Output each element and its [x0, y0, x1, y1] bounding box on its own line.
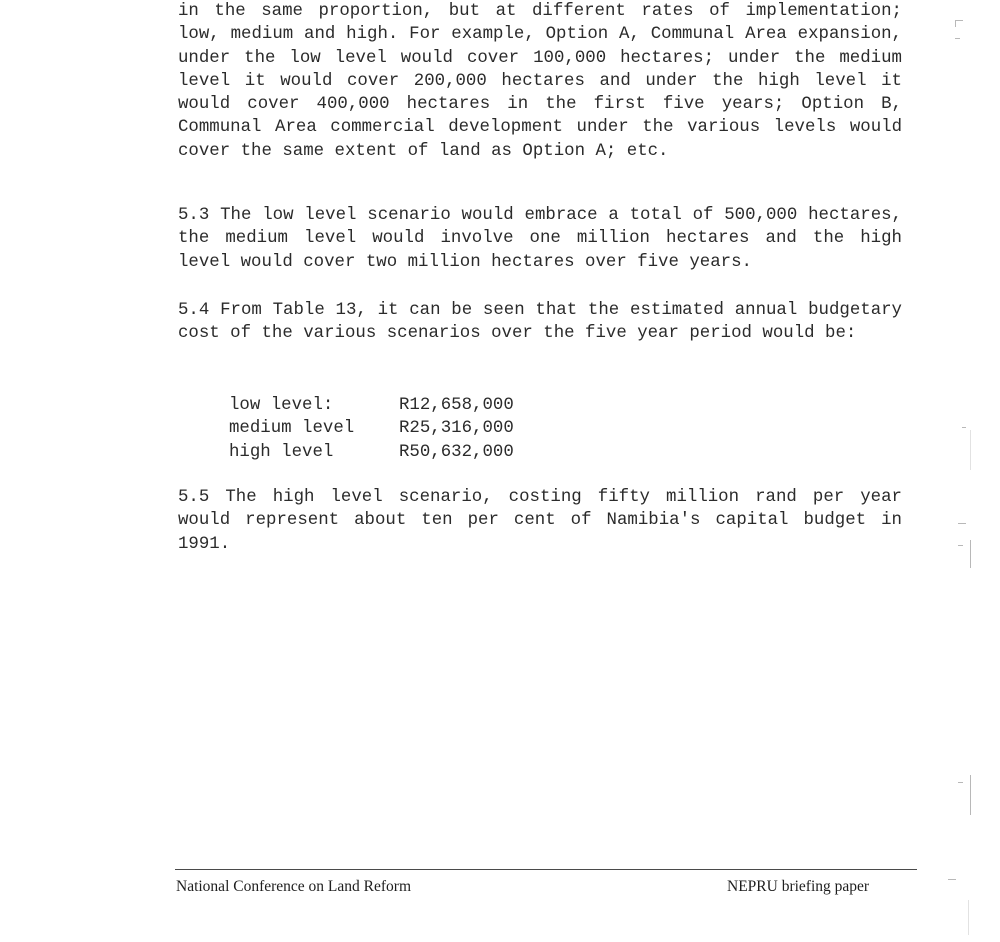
- paragraph-5-4: 5.4 From Table 13, it can be seen that the estimated annual budgetary cost of the various scenarios over the five year period would be:: [178, 301, 902, 344]
- cost-level-label: medium level: [229, 419, 355, 439]
- cost-level-label: high level: [229, 442, 334, 462]
- paragraph-5-3: 5.3 The low level scenario would embrace a total of 500,000 hectares, the medium level would involve one million hectares and the high level would cover two million hectares over five years.: [178, 206, 902, 272]
- scan-artifact: [955, 20, 956, 27]
- cost-value: R12,658,000: [399, 396, 514, 415]
- cost-level-label: low level:: [229, 396, 334, 415]
- paragraph-intro: in the same proportion, but at different rates of implementation; low, medium and high. For example, Option A, Communal Area expansion, under the low level would cover 100,000 hectares; under the medium level it would cover 200,000 hectares and under the high level it would cover 400,000 hectares in the first five years; Option B, Communal Area commercial development under the various levels would cover the same extent of land as Option A; etc.: [178, 2, 902, 161]
- cost-value: R25,316,000: [399, 419, 514, 439]
- paragraph-5-5: 5.5 The high level scenario, costing fifty million rand per year would represent about ten per cent of Namibia's capital budget in 1991.: [178, 488, 902, 554]
- scan-artifact: [958, 782, 963, 783]
- scan-artifact: [968, 900, 969, 935]
- cost-row-medium: [229, 417, 514, 440]
- scan-artifact: [958, 523, 966, 524]
- scan-artifact: [948, 879, 956, 880]
- footer-divider: [175, 869, 917, 870]
- cost-row-low: [229, 394, 514, 417]
- cost-row-high: [229, 441, 514, 464]
- cost-list: [229, 394, 514, 464]
- footer-paper-label: NEPRU briefing paper: [727, 878, 870, 895]
- scan-artifact: [970, 430, 971, 470]
- cost-value: R50,632,000: [399, 442, 514, 462]
- scan-artifact: [955, 38, 960, 39]
- scan-artifact: [958, 545, 963, 546]
- scan-artifact: [955, 20, 963, 21]
- scan-artifact: [962, 427, 966, 428]
- footer-conference-title: National Conference on Land Reform: [176, 878, 411, 895]
- scan-artifact: [970, 775, 971, 815]
- scan-artifact: [970, 540, 971, 568]
